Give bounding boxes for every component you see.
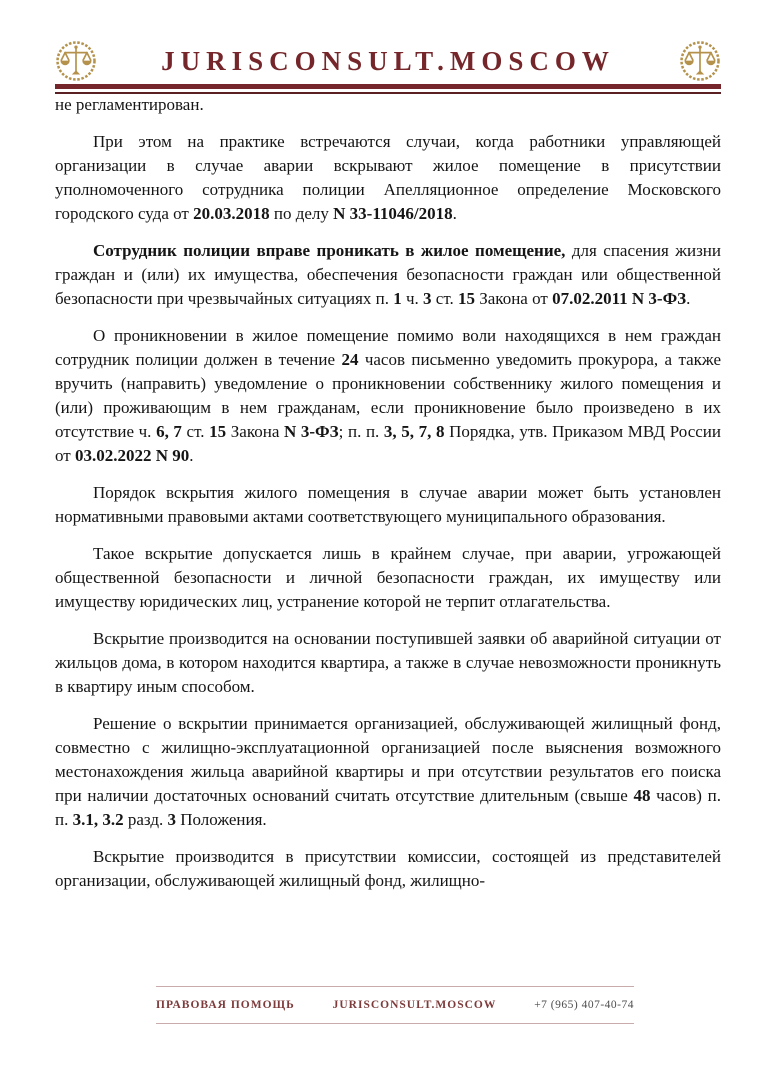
text-run: Порядка, утв. Приказом МВД России от [55, 422, 722, 465]
footer-brand: JURISCONSULT.MOSCOW [332, 999, 497, 1011]
text-run: При этом на практике встречаются случаи, когда работники управляющей организации в случае аварии вскрывают жилое помещение в присутствии уполномоченного сотрудника полиции Апелляционное определение Московского городского суда от [55, 132, 721, 223]
paragraph [55, 845, 721, 893]
bold-text-run: 3 [167, 810, 176, 829]
text-run: Решение о вскрытии принимается организацией, обслуживающей жилищный фонд, совместно с жилищно-эксплуатационной организацией после выяснения возможного местонахождения жильца аварийной квартиры и при отсутствии результатов его поиска при наличии достаточных оснований считать отсутствие длительным (свыше [55, 714, 721, 805]
text-run: по делу [269, 204, 334, 223]
text-run: ст. [431, 289, 458, 308]
document-body [55, 93, 721, 893]
bold-text-run: 03.02.2022 N 90 [74, 446, 190, 465]
text-run: . [686, 289, 691, 308]
footer-left-label: ПРАВОВАЯ ПОМОЩЬ [156, 999, 295, 1011]
text-run: Порядок вскрытия жилого помещения в случае аварии может быть установлен нормативными правовыми актами соответствующего муниципального образования. [55, 483, 721, 526]
text-run: ст. [181, 422, 210, 441]
text-run: Положения. [175, 810, 267, 829]
paragraph [55, 481, 721, 529]
paragraph [55, 130, 721, 226]
text-run: . [189, 446, 194, 465]
text-run: Закона [226, 422, 284, 441]
scales-of-justice-left-icon [55, 40, 97, 82]
bold-text-run: N 3-ФЗ [283, 422, 339, 441]
text-run: Закона от [475, 289, 553, 308]
brand-title: JURISCONSULT.MOSCOW [161, 45, 615, 76]
text-run: Такое вскрытие допускается лишь в крайнем случае, при аварии, угрожающей общественной безопасности и личной безопасности граждан, их имуществу или имуществу юридических лиц, устранение которой не терпит отлагательства. [55, 544, 721, 611]
footer [156, 986, 634, 1024]
bold-text-run: 15 [458, 289, 475, 308]
bold-text-run: 3.1, 3.2 [72, 810, 124, 829]
bold-text-run: 3, 5, 7, 8 [383, 422, 445, 441]
divider-thick-line [55, 84, 721, 89]
paragraph [55, 712, 721, 832]
text-run: ; п. п. [338, 422, 384, 441]
paragraph [55, 542, 721, 614]
text-run: часов) п. п. [55, 786, 721, 829]
bold-text-run: 48 [633, 786, 651, 805]
bold-text-run: Сотрудник полиции вправе проникать в жилое помещение, [93, 241, 566, 260]
paragraph [55, 324, 721, 468]
bold-text-run: 15 [209, 422, 227, 441]
bold-text-run: 6, 7 [156, 422, 182, 441]
text-run: разд. [123, 810, 168, 829]
scales-of-justice-right-icon [679, 40, 721, 82]
paragraph [55, 93, 721, 117]
text-run: для спасения жизни граждан и (или) их имущества, обеспечения безопасности граждан или общественной безопасности при чрезвычайных ситуациях п. [55, 241, 721, 308]
text-run: Вскрытие производится в присутствии комиссии, состоящей из представителей организации, обслуживающей жилищный фонд, жилищно- [55, 847, 721, 890]
header [55, 38, 721, 84]
footer-phone: +7 (965) 407-40-74 [534, 999, 634, 1011]
bold-text-run: 3 [423, 289, 432, 308]
paragraph [55, 627, 721, 699]
text-run: О проникновении в жилое помещение помимо воли находящихся в нем граждан сотрудник полиции должен в течение [55, 326, 721, 369]
text-run: часов письменно уведомить прокурора, а также вручить (направить) уведомление о проникновении собственнику жилого помещения и (или) проживающим в нем гражданам, если проникновение было произведено в их отсутствие ч. [55, 350, 721, 441]
text-run: ч. [401, 289, 424, 308]
text-run: . [452, 204, 457, 223]
bold-text-run: 07.02.2011 N 3-ФЗ [552, 289, 687, 308]
text-run: Вскрытие производится на основании поступившей заявки об аварийной ситуации от жильцов дома, в котором находится квартира, а также в случае невозможности проникнуть в квартиру иным способом. [55, 629, 721, 696]
text-run: не регламентирован. [55, 95, 204, 114]
bold-text-run: 20.03.2018 [193, 204, 270, 223]
bold-text-run: N 33-11046/2018 [333, 204, 453, 223]
bold-text-run: 1 [393, 289, 402, 308]
bold-text-run: 24 [341, 350, 359, 369]
paragraph [55, 239, 721, 311]
